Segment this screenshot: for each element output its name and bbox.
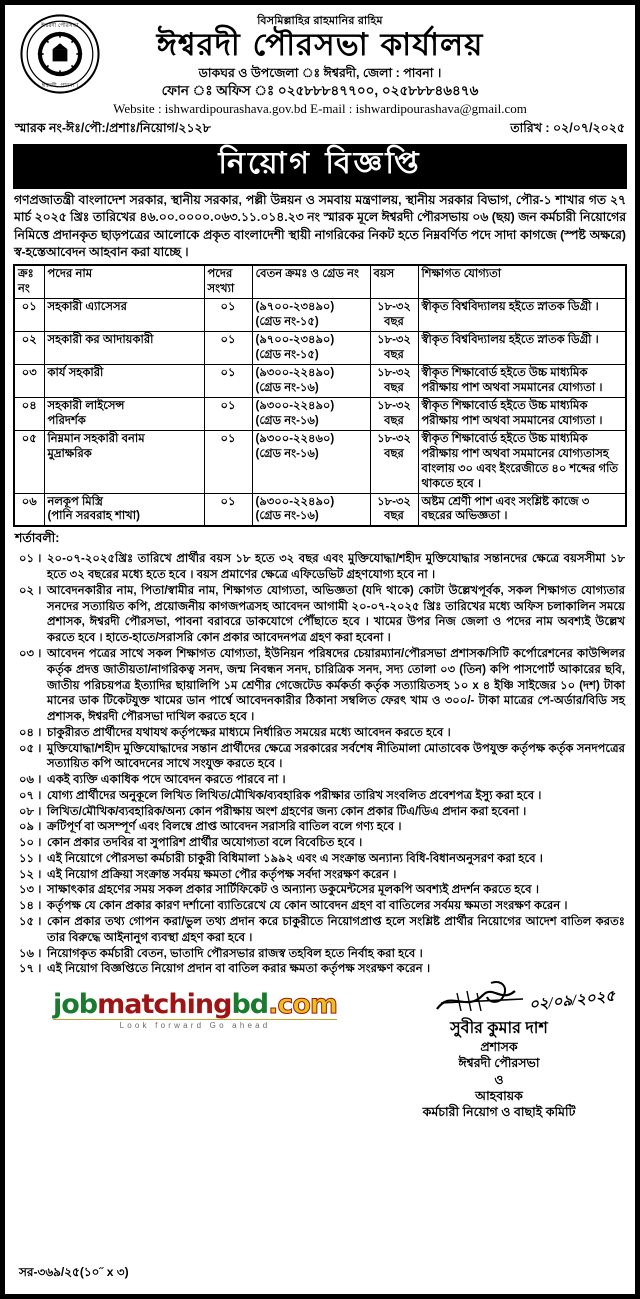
logo-tagline: Look forward Go ahead [53,1019,337,1030]
condition-item [13,819,627,835]
cell-post-count: ০১ [204,397,252,430]
condition-item [13,914,627,946]
condition-number: ১৪ । [19,899,42,913]
condition-text: এই নিয়োগে পৌরসভা কর্মচারী চাকুরী বিধিমালা ১৯৯২ এবং এ সংক্রান্ত অন্যান্য বিধি-বিধানঅনুসরণ করা হবে । [47,851,543,865]
logo-part-job: job [53,989,98,1021]
col-header-sl: ক্রঃ নং [14,265,44,298]
cell-pay-scale: (৯৩০০-২২৪৯০) (গ্রেড নং-১৬) [252,365,370,398]
memo-number: স্মারক নং-ঈঃ/পৌ:/প্রশাঃ/নিয়োগ/২১২৮ [15,121,211,136]
condition-text: চাকুরীরত প্রার্থীদের যথাযথ কর্তৃপক্ষের মাধ্যমে নির্ধারিত সময়ের মধ্যে আবেদন করতে হবে । [47,725,451,739]
condition-text: নিয়োগকৃত কর্মচারী বেতন, ভাতাদি পৌরসভার রাজস্ব তহবিল হতে নির্বাহ করা হবে । [47,946,423,960]
table-row [14,430,626,493]
memo-row [13,120,627,140]
signature-block [377,983,627,1120]
document-header [13,9,627,140]
address-line: ডাকঘর ও উপজেলা ঃ ঈশ্বরদী, জেলা : পাবনা । [198,65,442,80]
condition-item [13,741,627,773]
website-email-line: Website : ishwardipourashava.gov.bd E-mail : ishwardipourashava@gmail.com [113,100,527,116]
condition-text: ২০-০৭-২০২৫খ্রিঃ তারিখে প্রার্থীর বয়স ১৮ হতে ৩২ বছর এবং মুক্তিযোদ্ধা/শহীদ মুক্তিযোদ্ধার সন্তানদের ক্ষেত্রে বয়সসীমা ১৮ হতে ৩২ বছরের মধ্যে হতে হবে । বয়স প্রমাণের ক্ষেত্রে এফিডেভিট গ্রহণযোগ্য হবে না । [47,552,625,582]
condition-number: ০৭ । [19,788,42,802]
condition-number: ০৫ । [19,741,42,755]
condition-text: আবেদন পত্রের সাথে সকল শিক্ষাগত যোগ্যতা, ইউনিয়ন পরিষদের চেয়ারম্যান/পৌরসভা প্রশাসক/সিটি কর্পোরেশনের কাউন্সিলর কর্তৃক প্রদত্ত জাতীয়তা/নাগরিকত্ব সনদ, জন্ম নিবন্ধন সনদ, চারিত্রিক সনদ, সদ্য তোলা ০৩ (তিন) কপি পাসপোর্ট আকারের ছবি, জাতীয় পরিচয়পত্র ইত্যাদির ছায়ালিপি ১ম শ্রেণীর গেজেটেড কর্মকর্তা কর্তৃক সত্যায়িতসহ ১০ x ৪ ইঞ্চি সাইজের ১০ (দশ) টাকা মানের ডাক টিকেটযুক্ত খামের ডান পার্শ্বে আবেদনকারীর ঠিকানা সম্বলিত ফেরৎ খাম ও ৩০০/- টাকা মাত্রের পে-অর্ডার/বিডি সহ প্রশাসক, ঈশ্বরদী পৌরসভা দাখিল করতে হবে । [47,647,625,724]
signatory-name: সুবীর কুমার দাশ [450,1020,548,1038]
conditions-list [13,551,627,977]
jobmatchingbd-logo [13,983,337,1030]
condition-number: ১৩ । [19,883,42,897]
cell-age: ১৮-৩২ বছর [370,332,418,365]
col-header-education: শিক্ষাগত যোগ্যতা [418,265,626,298]
cell-age: ১৮-৩২ বছর [370,493,418,526]
cell-post-count: ০১ [204,365,252,398]
condition-number: ০৯ । [19,820,42,834]
cell-education: স্বীকৃত শিক্ষাবোর্ড হইতে উচ্চ মাধ্যমিক পরীক্ষায় পাশ অথবা সমমানের যোগ্যতা । [418,365,626,398]
cell-sl: ০১ [14,299,44,332]
vacancy-table [13,264,627,527]
condition-item [13,551,627,583]
condition-text: এই নিয়োগ প্রক্রিয়া সংক্রান্ত সর্বময় ক্ষমতা পৌর কর্তৃপক্ষ সর্বদা সংরক্ষণ করেন । [47,867,397,881]
cell-education: স্বীকৃত বিশ্ববিদ্যালয় হইতে স্নাতক ডিগ্রী । [418,299,626,332]
cell-post-name: সহকারী এ্যাসেসর [44,299,204,332]
condition-number: ১৫ । [19,915,42,929]
condition-text: সাক্ষাৎকার গ্রহণের সময় সকল প্রকার সার্টিফিকেট ও অন্যান্য ডকুমেন্টসের মূলকপি অবশ্যই প্রদর্শন করতে হবে । [47,883,540,897]
condition-text: আবেদনকারীর নাম, পিতা/স্বামীর নাম, শিক্ষাগত যোগ্যতা, অভিজ্ঞতা (যদি থাকে) কোটা উল্লেখপূর্বক, সকল শিক্ষাগত যোগ্যতার সনদের সত্যায়িত কপি, প্রয়োজনীয় কাগজপত্রসহ আবেদন আগামী ২০-০৭-২০২৫ খ্রিঃ তারিখের মধ্যে অফিস চলাকালিন সময়ে প্রশাসক, ঈশ্বরদী পৌরসভা, পাবনা বরাবরে ডাকযোগে পৌঁছাতে হবে । খামের উপর নিজ জেলা ও পদের নাম অবশ্যই উল্লেখ করতে হবে । হাতে-হাতে/সরাসরি কোন প্রকার আবেদনপত্র গ্রহণ করা হবেনা । [47,583,625,645]
condition-item [13,772,627,788]
cell-age: ১৮-৩২ বছর [370,430,418,493]
signatory-role-1: প্রশাসক [480,1040,518,1055]
table-header-row [14,265,626,298]
cell-post-name: নিম্নমান সহকারী বনাম মুদ্রাক্ষরিক [44,430,204,493]
cell-sl: ০৪ [14,397,44,430]
cell-sl: ০৩ [14,365,44,398]
condition-text: একই ব্যক্তি একাধিক পদে আবেদন করতে পারবে না । [47,773,286,787]
condition-number: ০৬ । [19,773,42,787]
condition-number: ১২ । [19,867,42,881]
cell-post-name: কার্য সহকারী [44,365,204,398]
signatory-role-2: ঈশ্বরদী পৌরসভা [458,1056,540,1071]
cell-age: ১৮-৩২ বছর [370,299,418,332]
cell-age: ১৮-৩২ বছর [370,365,418,398]
condition-text: লিখিত/মৌখিক/ব্যবহারিক/অন্য কোন পরীক্ষায় অংশ গ্রহণের জন্য কোন প্রকার টিএ/ডিএ প্রদান করা হবেনা । [47,804,527,818]
cell-sl: ০৬ [14,493,44,526]
condition-item [13,835,627,851]
cell-sl: ০৫ [14,430,44,493]
bismillah-text: বিসমিল্লাহির রাহমানির রাহিম [257,15,383,27]
condition-text: কর্তৃপক্ষ যে কোন প্রকার কারণ দর্শানো ব্যাতিরেখে যে কোন আবেদন গ্রহণ বা বাতিলের সর্বময় ক্ষমতা সংরক্ষণ করেন । [47,899,568,913]
table-row [14,299,626,332]
handwritten-signature-icon [377,983,621,1019]
condition-number: ০১ । [19,552,42,566]
condition-item [13,946,627,962]
condition-number: ০৮ । [19,804,42,818]
notice-title: নিয়োগ বিজ্ঞপ্তি [218,146,422,182]
cell-pay-scale: (৯৩০০-২২৪৯০) (গ্রেড নং-১৬) [252,397,370,430]
col-header-age: বয়স [370,265,418,298]
logo-part-matching: matching [97,989,232,1021]
cell-pay-scale: (৯৩০০-২২৪৯০) (গ্রেড নং-১৬) [252,493,370,526]
condition-text: কোন প্রকার তদবির বা সুপারিশ প্রার্থীর অযোগ্যতা বলে বিবেচিত হবে । [47,836,363,850]
table-row [14,365,626,398]
cell-education: স্বীকৃত শিক্ষাবোর্ড হইতে উচ্চ মাধ্যমিক পরীক্ষায় পাশ অথবা সমমানের যোগ্যতাসহ বাংলায় ৩০ এবং ইংরেজীতে ৪০ শব্দের গতি থাকতে হবে । [418,430,626,493]
signatory-role-3: আহবায়ক [475,1088,523,1103]
table-row [14,397,626,430]
condition-text: এই নিয়োগ বিজ্ঞপ্তিতে নিয়োগ প্রদান বা বাতিল করার ক্ষমতা কর্তৃপক্ষ সংরক্ষণ করেন । [47,962,431,976]
condition-number: ০৩ । [19,647,42,660]
col-header-post-count: পদের সংখ্যা [204,265,252,298]
signature-date: ০২/০৯/২০২৫ [528,988,616,1014]
cell-post-count: ০১ [204,493,252,526]
cell-post-count: ০১ [204,430,252,493]
condition-item [13,804,627,820]
cell-post-name: সহকারী কর আদায়কারী [44,332,204,365]
condition-item [13,898,627,914]
cell-post-name: সহকারী লাইসেন্স পরিদর্শক [44,397,204,430]
condition-number: ১১ । [19,851,42,865]
cell-pay-scale: (৯৭০০-২৩৪৯০) (গ্রেড নং-১৫) [252,332,370,365]
condition-item [13,583,627,646]
svg-text:ঈশ্বরদী পৌরসভা: ঈশ্বরদী পৌরসভা [41,22,79,29]
cell-age: ১৮-৩২ বছর [370,397,418,430]
condition-text: কোন প্রকার তথ্য গোপন করা/ভুল তথ্য প্রদান করে চাকুরীতে নিয়োগপ্রাপ্ত হলে সংশ্লিষ্ট প্রার্থীর নিয়োগের আদেশ বাতিল করতঃ তার বিরুদ্ধে আইনানুগ ব্যবস্থা গ্রহণ করা হবে । [47,915,625,944]
cell-pay-scale: (৯৭০০-২৩৪৯০) (গ্রেড নং-১৫) [252,299,370,332]
condition-text: যোগ্য প্রার্থীদের অনুকূলে লিখিত লিখিত/মৌখিক/ব্যবহারিক পরীক্ষার তারিখ সংবলিত প্রবেশপত্র ইস্যু করা হবে । [47,788,542,802]
col-header-post-name: পদের নাম [44,265,204,298]
condition-number: ০২ । [19,583,42,597]
signatory-conjunction: ও [494,1072,504,1087]
municipal-seal-icon [19,13,101,95]
col-header-pay-scale: বেতন ক্রমঃ ও গ্রেড নং [252,265,370,298]
logo-part-bd: bd [231,989,269,1021]
cell-pay-scale: (৯৩০০-২২৪৬০) (গ্রেড নং-১৬) [252,430,370,493]
condition-item [13,788,627,804]
cell-education: অষ্টম শ্রেণী পাশ এবং সংশ্লিষ্ট কাজে ৩ বছরের অভিজ্ঞতা । [418,493,626,526]
conditions-heading: শর্তাবলী: [15,531,60,546]
logo-part-com: .com [268,989,338,1021]
condition-number: ০৪ । [19,725,42,739]
condition-item [13,851,627,867]
condition-text: মুক্তিযোদ্ধা/শহীদ মুক্তিযোদ্ধাদের সন্তান প্রার্থীদের ক্ষেত্রে সরকারের সর্বশেষ নীতিমালা মোতাবেক উপযুক্ত কর্তৃপক্ষ কর্তৃক সনদপত্রের সত্যায়িত কপি আবেদনের সাথে সংযুক্ত করতে হবে । [47,741,625,771]
bottom-reference-number: সর-৩৬৯/২৫(১০˝ x ৩) [19,1265,129,1279]
condition-item [13,725,627,741]
condition-number: ১৬ । [19,946,42,960]
cell-sl: ০২ [14,332,44,365]
memo-date: তারিখ : ০২/০৭/২০২৫ [510,121,625,136]
notice-title-banner [13,144,627,189]
intro-paragraph: গণপ্রজাতন্ত্রী বাংলাদেশ সরকার, স্থানীয় সরকার, পল্লী উন্নয়ন ও সমবায় মন্ত্রণালয়, স্থানীয় সরকার বিভাগ, পৌর-১ শাখার গত ২৭ মার্চ ২০২৫ খ্রিঃ তারিখের ৪৬.০০.০০০০.০৬৩.১১.০১৪.২৩ নং স্মারক মূলে ঈশ্বরদী পৌরসভায় ০৬ (ছয়) জন কর্মচারী নিয়োগের নিমিত্তে প্রদানকৃত ছাড়পত্রের আলোকে প্রকৃত বাংলাদেশী স্থায়ী নাগরিকের নিকট হতে নিম্নবর্ণিত পদে সাদা কাগজে (স্পষ্ট অক্ষরে) স্ব-হস্তেআবেদন আহবান করা যাচ্ছে । [14,192,626,259]
table-row [14,332,626,365]
table-row [14,493,626,526]
condition-number: ১০ । [19,836,42,850]
signatory-role-4: কর্মচারী নিয়োগ ও বাছাই কমিটি [422,1105,576,1120]
phone-line: ফোন ঃ অফিস ঃ ০২৫৮৮৮৪৭৭০০, ০২৫৮৮৮৪৬৪৭৬ [161,82,479,98]
organization-title: ঈশ্বরদী পৌরসভা কার্যালয় [156,27,484,64]
cell-post-name: নলকূপ মিস্ত্রি (পানি সরবরাহ শাখা) [44,493,204,526]
condition-item [13,882,627,898]
condition-text: ক্রটিপূর্ণ বা অসম্পূর্ণ এবং বিলম্বে প্রাপ্ত আবেদন সরাসরি বাতিল বলে গণ্য হবে । [47,820,402,834]
cell-education: স্বীকৃত বিশ্ববিদ্যালয় হইতে স্নাতক ডিগ্রী । [418,332,626,365]
svg-text:ঈশ্বরদী, পাবনা ।: ঈশ্বরদী, পাবনা । [41,82,79,89]
cell-post-count: ০১ [204,332,252,365]
condition-item [13,646,627,725]
condition-item [13,867,627,883]
cell-education: স্বীকৃত শিক্ষাবোর্ড হইতে উচ্চ মাধ্যমিক পরীক্ষায় পাশ অথবা সমমানের যোগ্যতা । [418,397,626,430]
document-footer [13,983,627,1120]
condition-item [13,961,627,977]
condition-number: ১৭ । [19,962,42,976]
cell-post-count: ০১ [204,299,252,332]
